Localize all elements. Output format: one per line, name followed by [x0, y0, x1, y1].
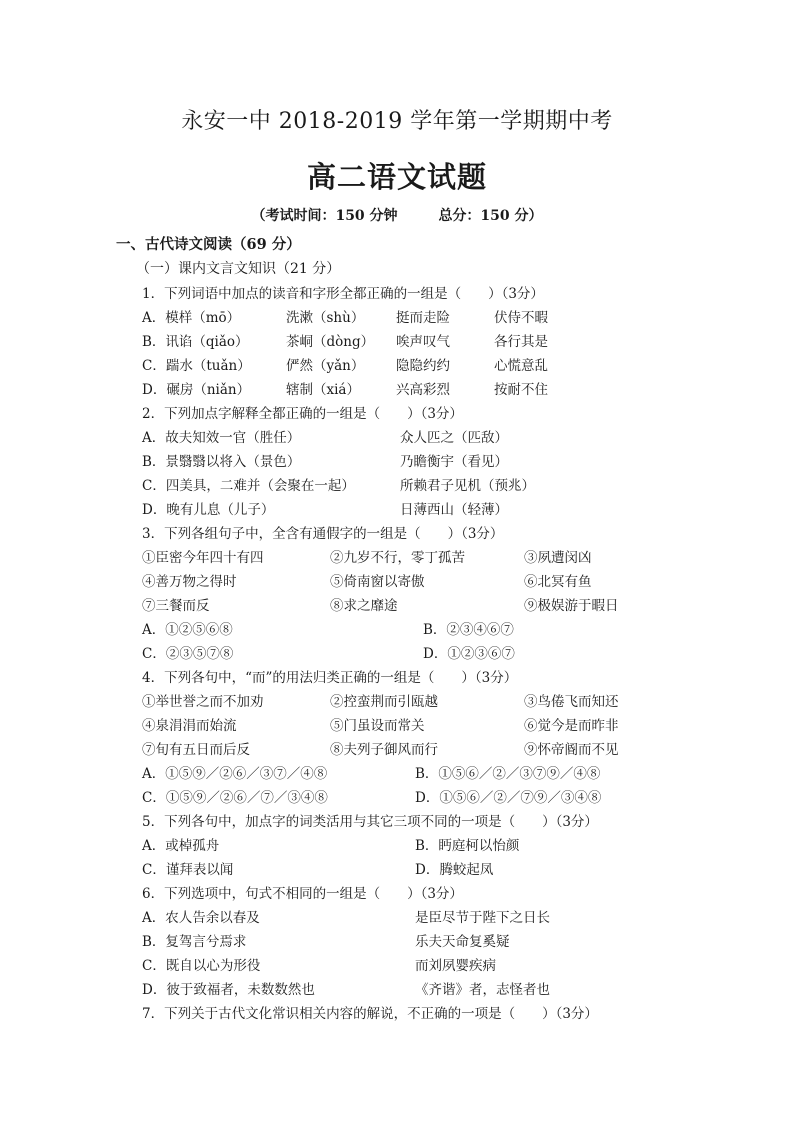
q1-option-a-word4: 伏侍不暇 [494, 310, 548, 326]
q4-sentence-8: ⑧夫列子御风而行 [330, 742, 438, 758]
question-3-stem: 3．下列各组句子中，全含有通假字的一组是（ ）（3分） [142, 526, 504, 542]
q6-option-a: A．农人告余以春及 [142, 910, 260, 926]
question-1-stem: 1．下列词语中加点的读音和字形全都正确的一组是（ ）（3分） [142, 286, 544, 302]
sub-section-heading: （一）课内文言文知识（21 分） [136, 261, 341, 277]
question-7-stem: 7．下列关于古代文化常识相关内容的解说，不正确的一项是（ ）（3分） [142, 1006, 598, 1022]
q4-sentence-7: ⑦旬有五日而后反 [142, 742, 250, 758]
q5-option-c: C．谨拜表以闻 [142, 862, 234, 878]
q1-option-d-word2: 辖制（xiá） [286, 382, 360, 398]
q5-option-d: D．腾蛟起凤 [415, 862, 494, 878]
q6-option-d: D．彼于致福者，未数数然也 [142, 982, 315, 998]
q6-option-c: C．既自以心为形役 [142, 958, 261, 974]
q2-option-d-part2: 日薄西山（轻薄） [400, 502, 508, 518]
q1-option-b: B．讯谄（qiǎo） [142, 334, 249, 350]
q3-sentence-2: ②九岁不行，零丁孤苦 [330, 550, 465, 566]
q4-option-c: C．①⑤⑨／②⑥／⑦／③④⑧ [142, 790, 328, 806]
exam-title: 高二语文试题 [306, 160, 487, 194]
q1-option-d-word4: 按耐不住 [494, 382, 548, 398]
question-2-stem: 2．下列加点字解释全都正确的一组是（ ）（3分） [142, 406, 463, 422]
q1-option-a-word3: 挺而走险 [396, 310, 450, 326]
q4-option-d: D．①⑤⑥／②／⑦⑨／③④⑧ [415, 790, 602, 806]
q3-sentence-7: ⑦三餐而反 [142, 598, 210, 614]
q6-option-c-part2: 而刘夙婴疾病 [415, 958, 496, 974]
q3-sentence-6: ⑥北冥有鱼 [524, 574, 592, 590]
q6-option-b-part2: 乐夫天命复奚疑 [415, 934, 510, 950]
q5-option-b: B．眄庭柯以怡颜 [415, 838, 520, 854]
q4-sentence-4: ④泉涓涓而始流 [142, 718, 237, 734]
section-heading: 一、古代诗文阅读（69 分） [116, 236, 301, 253]
q3-sentence-5: ⑤倚南窗以寄傲 [330, 574, 425, 590]
question-5-stem: 5．下列各句中，加点字的词类活用与其它三项不同的一项是（ ）（3分） [142, 814, 598, 830]
q2-option-a: A．故夫知效一官（胜任） [142, 430, 301, 446]
q6-option-a-part2: 是臣尽节于陛下之日长 [415, 910, 550, 926]
q3-sentence-9: ⑨极娱游于暇日 [524, 598, 619, 614]
q4-sentence-2: ②控蛮荆而引瓯越 [330, 694, 438, 710]
q1-option-d: D．碾房（niǎn） [142, 382, 251, 398]
q6-option-b: B．复驾言兮焉求 [142, 934, 247, 950]
question-4-stem: 4．下列各句中，“而”的用法归类正确的一组是（ ）（3分） [142, 670, 518, 686]
exam-info [0, 205, 794, 225]
time-info: （考试时间：150 分钟 [251, 208, 398, 224]
q1-option-a-word2: 洗漱（shù） [286, 310, 365, 326]
q1-option-b-word4: 各行其是 [494, 334, 548, 350]
q4-sentence-5: ⑤门虽设而常关 [330, 718, 425, 734]
question-6-stem: 6．下列选项中，句式不相同的一组是（ ）（3分） [142, 886, 463, 902]
q3-sentence-1: ①臣密今年四十有四 [142, 550, 264, 566]
q2-option-a-part2: 众人匹之（匹敌） [400, 430, 508, 446]
q3-sentence-8: ⑧求之靡途 [330, 598, 398, 614]
q4-option-b: B．①⑤⑥／②／③⑦⑨／④⑧ [415, 766, 601, 782]
q1-option-c-word4: 心慌意乱 [494, 358, 548, 374]
q4-sentence-1: ①举世誉之而不加劝 [142, 694, 264, 710]
q4-sentence-3: ③鸟倦飞而知还 [524, 694, 619, 710]
q4-option-a: A．①⑤⑨／②⑥／③⑦／④⑧ [142, 766, 328, 782]
q1-option-d-word3: 兴高彩烈 [396, 382, 450, 398]
q3-option-d: D．①②③⑥⑦ [423, 646, 515, 662]
q2-option-b: B．景翳翳以将入（景色） [142, 454, 301, 470]
q3-sentence-3: ③夙遭闵凶 [524, 550, 592, 566]
q1-option-b-word2: 茶峒（dòng） [286, 334, 375, 350]
q2-option-d: D．晚有儿息（儿子） [142, 502, 275, 518]
q2-option-c-part2: 所赖君子见机（预兆） [400, 478, 535, 494]
score-info: 总分：150 分） [438, 208, 543, 224]
q5-option-a: A．或棹孤舟 [142, 838, 220, 854]
q1-option-c-word3: 隐隐约约 [396, 358, 450, 374]
q6-option-d-part2: 《齐谐》者，志怪者也 [415, 982, 550, 998]
q3-option-c: C．②③⑤⑦⑧ [142, 646, 234, 662]
q3-option-a: A．①②⑤⑥⑧ [142, 622, 233, 638]
q3-option-b: B．②③④⑥⑦ [423, 622, 514, 638]
q2-option-b-part2: 乃瞻衡宇（看见） [400, 454, 508, 470]
q1-option-c-word2: 俨然（yǎn） [286, 358, 365, 374]
q1-option-c: C．踹水（tuǎn） [142, 358, 251, 374]
school-title: 永安一中 2018-2019 学年第一学期期中考 [181, 109, 613, 134]
q4-sentence-9: ⑨怀帝阍而不见 [524, 742, 619, 758]
q1-option-a: A．模样（mō） [142, 310, 241, 326]
q2-option-c: C．四美具，二难并（会聚在一起） [142, 478, 355, 494]
q4-sentence-6: ⑥觉今是而昨非 [524, 718, 619, 734]
q1-option-b-word3: 唉声叹气 [396, 334, 450, 350]
q3-sentence-4: ④善万物之得时 [142, 574, 237, 590]
